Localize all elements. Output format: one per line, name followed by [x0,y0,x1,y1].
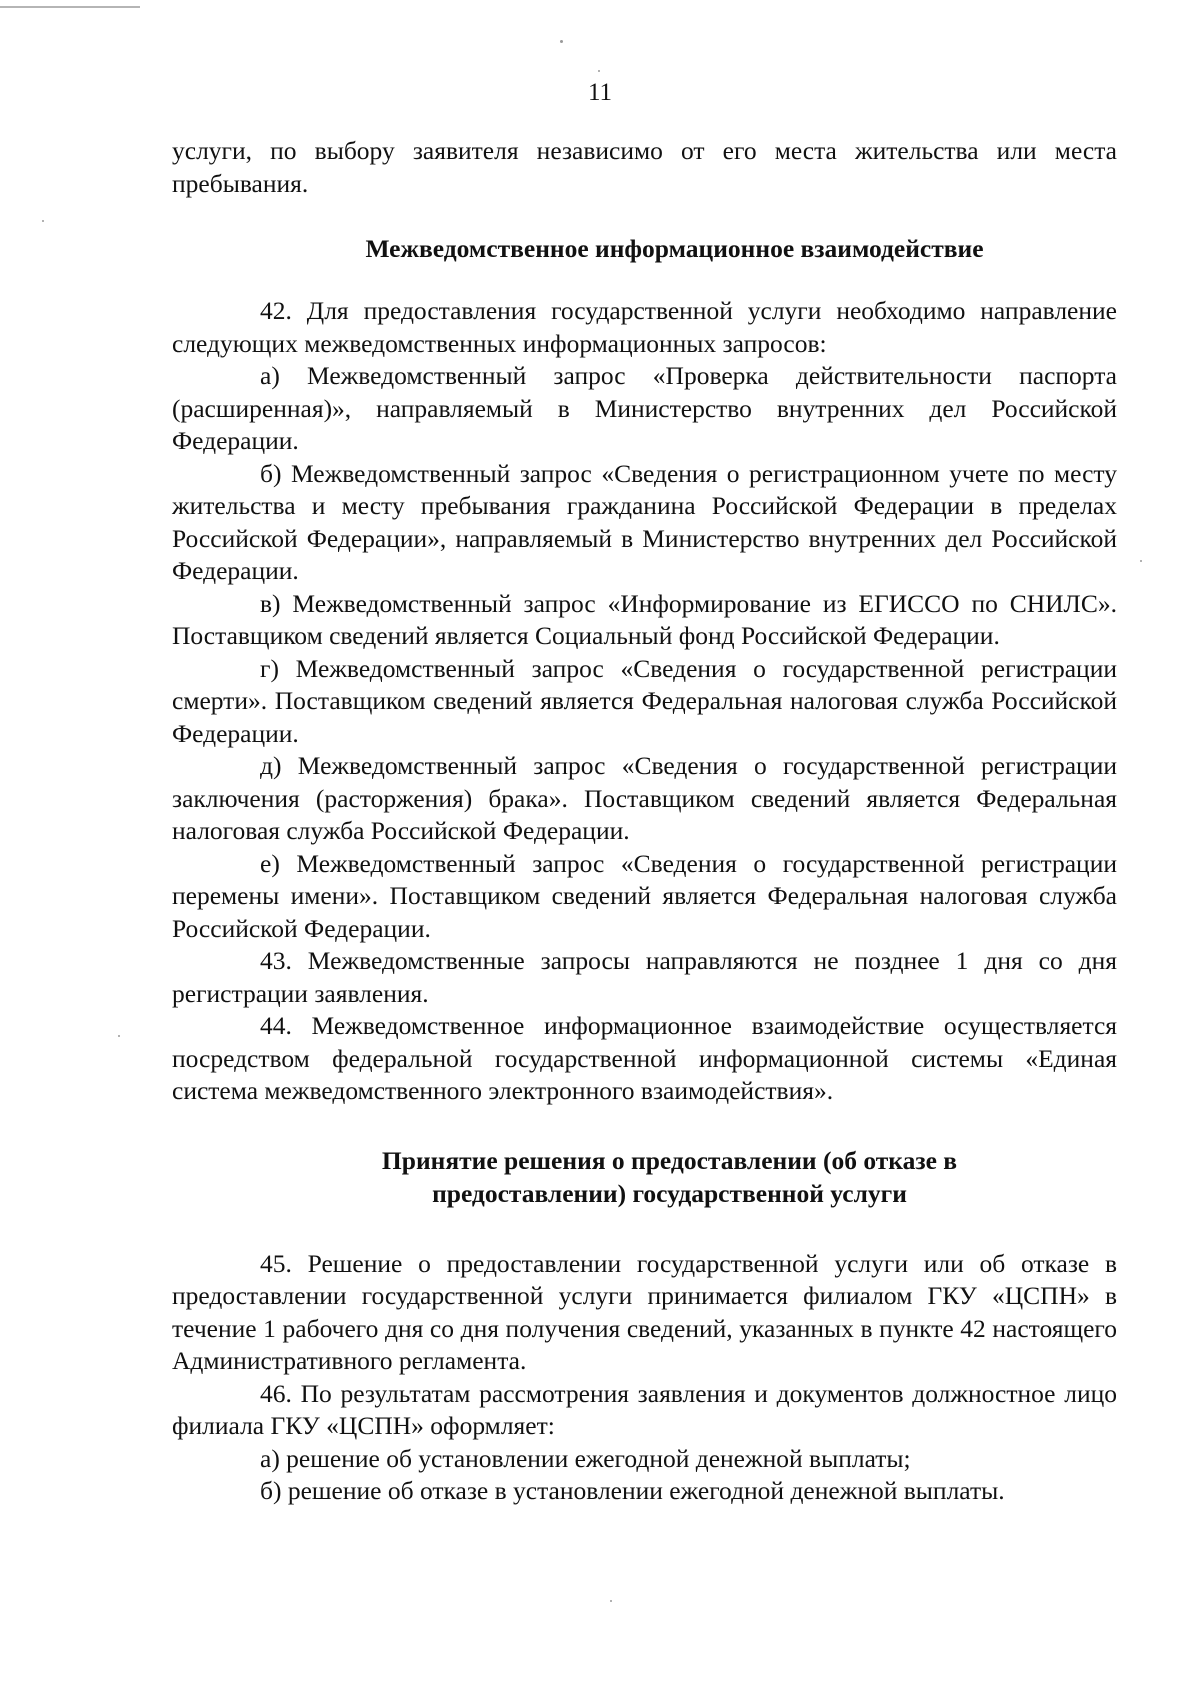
scan-speck [1140,560,1142,562]
page-number: 11 [587,79,613,106]
paragraph-44: 44. Межведомственное информационное взаимодействие осуществляется посредством федеральной государственной информационной системы «Единая система межведомственного электронного взаимодействия». [172,1011,1117,1105]
section-heading-decision [172,1144,1117,1210]
paragraph-42-b: б) Межведомственный запрос «Сведения о регистрационном учете по месту жительства и месту пребывания гражданина Российской Федерации в пределах Российской Федерации», направляемый в Министерство внутренних дел Российской Федерации. [172,458,1117,585]
section-heading-interagency: Межведомственное информационное взаимодействие [365,234,984,263]
scan-edge-mark [0,6,140,8]
scan-speck [42,220,44,222]
scan-speck [560,40,563,43]
scan-speck [118,1035,120,1037]
paragraph-45: 45. Решение о предоставлении государственной услуги или об отказе в предоставлении государственной услуги принимается филиалом ГКУ «ЦСПН» в течение 1 рабочего дня со дня получения сведений, указанных в пункте 42 настоящего Административного регламента. [172,1248,1117,1375]
paragraph-42: 42. Для предоставления государственной услуги необходимо направление следующих межведомственных информационных запросов: [172,296,1117,358]
paragraph-46-a: а) решение об установлении ежегодной денежной выплаты; [260,1443,911,1473]
section-heading-decision-line-1: Принятие решения о предоставлении (об отказе в [381,1145,958,1175]
paragraph-42-d: д) Межведомственный запрос «Сведения о государственной регистрации заключения (расторжения) брака». Поставщиком сведений является Федеральная налоговая служба Российской Федерации. [172,751,1117,845]
section-heading-decision-line-2: предоставлении) государственной услуги [432,1178,907,1208]
paragraph-42-g: г) Межведомственный запрос «Сведения о государственной регистрации смерти». Поставщиком сведений является Федеральная налоговая служба Российской Федерации. [172,653,1117,748]
paragraph-46: 46. По результатам рассмотрения заявления и документов должностное лицо филиала ГКУ «ЦСПН» оформляет: [172,1378,1117,1440]
paragraph-46-b: б) решение об отказе в установлении ежегодной денежной выплаты. [260,1476,1005,1505]
scan-speck [610,1600,612,1602]
paragraph-42-a: а) Межведомственный запрос «Проверка действительности паспорта (расширенная)», направляемый в Министерство внутренних дел Российской Федерации. [172,361,1117,455]
paragraph-43: 43. Межведомственные запросы направляются не позднее 1 дня со дня регистрации заявления. [172,946,1117,1008]
paragraph-42-e: е) Межведомственный запрос «Сведения о государственной регистрации перемены имени». Поставщиком сведений является Федеральная налоговая служба Российской Федерации. [172,848,1117,943]
paragraph-continuation: услуги, по выбору заявителя независимо от его места жительства или места пребывания. [172,136,1117,198]
paragraph-42-v: в) Межведомственный запрос «Информирование из ЕГИССО по СНИЛС». Поставщиком сведений является Социальный фонд Российской Федерации. [172,588,1117,650]
document-body [172,135,1117,1508]
scan-speck [598,70,600,72]
